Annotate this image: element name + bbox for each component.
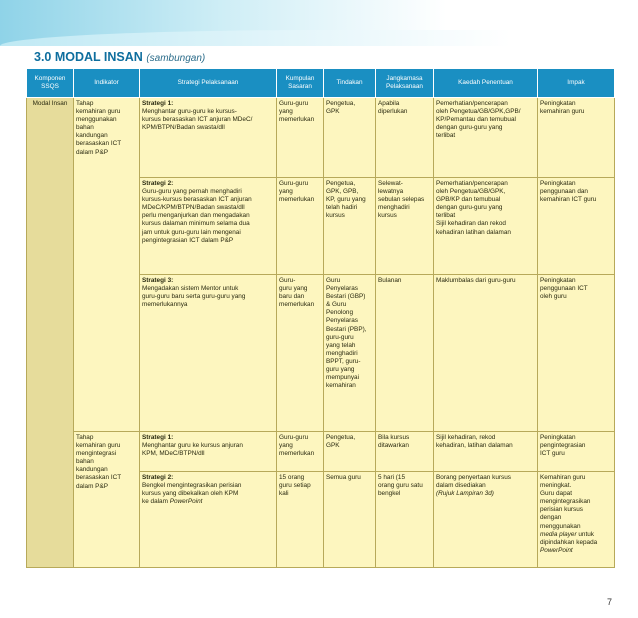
header-jangkamasa: Jangkamasa Pelaksanaan (376, 69, 434, 98)
cell-line: GPK, GPB, (326, 188, 359, 196)
cell-line: menggunakan (540, 522, 581, 530)
cell-line: Sijil kehadiran, rekod (436, 434, 496, 441)
strategy-text (142, 285, 274, 309)
cell-line: yang (279, 108, 293, 116)
cell-line: Guru-guru (279, 100, 309, 107)
method-text (436, 474, 535, 490)
komponen-cell: Modal Insan (27, 98, 74, 568)
strategy-cell (140, 178, 277, 275)
strategy-line-text: ke dalam (142, 498, 170, 506)
top-banner (0, 0, 638, 46)
cell-line: terlibat (436, 132, 456, 140)
cell-line: Penyelaras (326, 285, 358, 293)
strategy-italic: PowerPoint (169, 498, 203, 506)
cell-line: dalam P&P (76, 482, 108, 490)
cell-line: mempunyai (326, 374, 360, 382)
cell-line: Guru-guru (279, 180, 309, 187)
cell-line: meningkat. (540, 482, 572, 490)
cell-line: kemahiran guru (76, 442, 121, 450)
cell-line: Peningkatan (540, 100, 576, 107)
cell-line: kemahiran guru (540, 108, 585, 116)
cell-line: guru yang (326, 366, 355, 374)
cell-line: MDeC/KPM/BTPN/Badan swasta/dll (142, 204, 245, 212)
cell-line: mengintegrasikan (540, 498, 591, 506)
cell-line: guru-guru baru serta guru-guru yang (142, 293, 246, 301)
action-cell (324, 472, 376, 568)
cell-line: KP/Pemantau dan temubual (436, 116, 516, 124)
header-komponen: Komponen SSQS (27, 69, 74, 98)
section-subtitle: (sambungan) (146, 53, 206, 64)
cell-line: Kemahiran guru (540, 474, 586, 481)
target-cell (277, 472, 324, 568)
cell-line: KPM, MDeC/BTPN/dll (142, 450, 205, 458)
cell-line: Apabila (378, 100, 400, 107)
cell-line: Pemerhatian/pencerapan (436, 180, 508, 187)
cell-line: 15 orang (279, 474, 305, 481)
cell-line: Guru-guru yang pernah menghadiri (142, 188, 242, 196)
cell-line: Selewat- (378, 180, 403, 187)
cell-line: memerlukan (279, 116, 315, 124)
cell-line: berasaskan ICT (76, 474, 122, 482)
strategy-title: Strategi 1: (142, 434, 174, 441)
header-indikator: Indikator (74, 69, 140, 98)
cell-line: bahan (76, 458, 94, 466)
cell-line: baru dan (279, 293, 305, 301)
method-reference: (Rujuk Lampiran 3d) (436, 490, 494, 498)
cell-line: 5 hari (15 (378, 474, 405, 481)
cell-line: Bestari (GBP) (326, 293, 366, 301)
cell-line: ICT guru (540, 450, 565, 458)
cell-line: Bila kursus (378, 434, 410, 441)
cell-line: Sijil kehadiran dan rekod (436, 220, 506, 228)
cell-line: orang guru satu (378, 482, 423, 490)
target-cell (277, 432, 324, 472)
cell-line: dipindahkan kepada (540, 538, 598, 546)
cell-line: yang (279, 442, 293, 450)
impact-cell (538, 472, 615, 568)
indicator-cell (74, 432, 140, 568)
action-cell (324, 98, 376, 178)
cell-line: menggunakan (76, 116, 117, 124)
strategy-text (142, 108, 274, 132)
method-cell (434, 98, 538, 178)
cell-line: bengkel (378, 490, 401, 498)
impact-line (540, 531, 612, 539)
period-cell (376, 432, 434, 472)
cell-line: diperlukan (378, 108, 408, 116)
impact-tail: untuk (576, 530, 595, 538)
impact-italic-2: PowerPoint (540, 546, 573, 554)
page-number: 7 (606, 597, 612, 607)
cell-line: telah hadiri (326, 204, 358, 212)
header-kumpulan: Kumpulan Sasaran (277, 69, 324, 98)
cell-line: & Guru (326, 301, 347, 309)
cell-line: oleh Pengetua/GB/GPK,GPB/ (436, 108, 521, 116)
banner-wave (0, 30, 638, 46)
impact-after (540, 539, 612, 547)
cell-line: lewatnya (378, 188, 404, 196)
strategy-title: Strategi 2: (142, 474, 174, 481)
cell-line: oleh guru (540, 293, 567, 301)
cell-line: jam untuk guru-guru lain mengenai (142, 228, 241, 236)
impact-cell (538, 178, 615, 275)
period-cell (376, 178, 434, 275)
cell-line: guru setiap (279, 482, 311, 490)
impact-italic: media player (540, 530, 577, 538)
cell-line: Peningkatan (540, 277, 576, 284)
cell-line: Tahap (76, 100, 94, 107)
method-cell (434, 432, 538, 472)
section-heading (34, 50, 205, 64)
impact-cell (538, 275, 615, 432)
period-cell (376, 472, 434, 568)
strategy-cell (140, 98, 277, 178)
cell-line: kursus (378, 212, 397, 220)
impact-text (540, 474, 612, 531)
action-cell (324, 275, 376, 432)
cell-line: guru-guru (326, 333, 354, 341)
cell-line: kursus (326, 212, 345, 220)
cell-line: BPPT, guru- (326, 357, 361, 365)
cell-line: dengan (540, 514, 562, 522)
cell-line: penggunaan ICT (540, 285, 588, 293)
cell-line: memerlukan (279, 196, 315, 204)
cell-line: Peningkatan (540, 180, 576, 187)
cell-line: Maklumbalas dari guru-guru (436, 277, 516, 284)
cell-line: perlu menganjurkan dan mengadakan (142, 212, 250, 220)
cell-line: Pengetua, (326, 434, 356, 441)
cell-line: Tahap (76, 434, 94, 441)
impact-cell (538, 432, 615, 472)
strategy-cell (140, 275, 277, 432)
strategy-text (142, 442, 274, 458)
cell-line: kandungan (76, 132, 108, 140)
cell-line: Guru dapat (540, 490, 572, 498)
cell-line: dalam P&P (76, 148, 108, 156)
strategy-cell (140, 472, 277, 568)
period-cell (376, 98, 434, 178)
cell-line: GPK (326, 108, 340, 116)
strategy-cell (140, 432, 277, 472)
strategy-line (142, 498, 274, 506)
cell-line: yang telah (326, 341, 356, 349)
cell-line: Borang penyertaan kursus (436, 474, 511, 481)
cell-line: Penolong (326, 309, 354, 317)
cell-line: mengintegrasi (76, 450, 117, 458)
cell-line: Guru-guru (279, 434, 309, 441)
table-row (27, 98, 615, 178)
header-tindakan: Tindakan (324, 69, 376, 98)
cell-line: kehadiran, latihan dalaman (436, 442, 513, 450)
cell-line: pengintegrasian (540, 442, 586, 450)
section-title: 3.0 MODAL INSAN (34, 50, 143, 64)
cell-line: kemahiran (326, 382, 356, 390)
cell-line: Guru (326, 277, 341, 284)
cell-line: kursus berasaskan ICT anjuran MDeC/ (142, 116, 253, 124)
cell-line: kursus-kursus berasaskan ICT anjuran (142, 196, 252, 204)
header-row (27, 69, 615, 98)
cell-line: menghadiri (378, 204, 410, 212)
strategy-title: Strategi 3: (142, 277, 174, 284)
cell-line: Pengetua, (326, 180, 356, 187)
cell-line: kandungan (76, 466, 108, 474)
cell-line: Pemerhatian/pencerapan (436, 100, 508, 107)
cell-line: bahan (76, 124, 94, 132)
cell-line: terlibat (436, 212, 456, 220)
cell-line: Semua guru (326, 474, 361, 481)
cell-line: KPM/BTPN/Badan swasta/dll (142, 124, 225, 132)
cell-line: Bestari (PBP), (326, 325, 367, 333)
cell-line: Mengadakan sistem Mentor untuk (142, 285, 239, 293)
cell-line: dalam disediakan (436, 482, 486, 490)
cell-line: ditawarkan (378, 442, 409, 450)
cell-line: Menghantar guru ke kursus anjuran (142, 442, 243, 450)
cell-line: kali (279, 490, 289, 498)
cell-line: kehadiran latihan dalaman (436, 228, 511, 236)
header-kaedah: Kaedah Penentuan (434, 69, 538, 98)
table-row (27, 432, 615, 472)
cell-line: memerlukannya (142, 301, 188, 309)
impact-cell (538, 98, 615, 178)
cell-line: Peningkatan (540, 434, 576, 441)
cell-line: kemahiran guru (76, 108, 121, 116)
method-cell (434, 472, 538, 568)
cell-line: GPB/KP dan temubual (436, 196, 501, 204)
cell-line: oleh Pengetua/GB/GPK, (436, 188, 506, 196)
cell-line: dengan guru-guru yang (436, 124, 503, 132)
cell-line: berasaskan ICT (76, 140, 122, 148)
strategy-title: Strategi 2: (142, 180, 174, 187)
header-strategi: Strategi Pelaksanaan (140, 69, 277, 98)
strategy-line: kursus yang dibekalkan oleh KPM (142, 490, 239, 498)
cell-line: penggunaan dan (540, 188, 588, 196)
cell-line: memerlukan (279, 301, 315, 309)
target-cell (277, 275, 324, 432)
method-cell (434, 178, 538, 275)
strategy-text (142, 188, 274, 245)
cell-line: Penyelaras (326, 317, 358, 325)
cell-line: guru yang (279, 285, 308, 293)
cell-line: kemahiran ICT guru (540, 196, 597, 204)
target-cell (277, 98, 324, 178)
cell-line: memerlukan (279, 450, 315, 458)
action-cell (324, 432, 376, 472)
cell-line: Menghantar guru-guru ke kursus- (142, 108, 237, 116)
cell-line: perisian kursus (540, 506, 583, 514)
cell-line: Bulanan (378, 277, 402, 284)
strategy-table (26, 68, 615, 568)
strategy-title: Strategi 1: (142, 100, 174, 107)
cell-line: dengan guru-guru yang (436, 204, 503, 212)
cell-line: Guru- (279, 277, 296, 284)
action-cell (324, 178, 376, 275)
strategy-line: Bengkel mengintegrasikan perisian (142, 482, 242, 490)
target-cell (277, 178, 324, 275)
cell-line: menghadiri (326, 349, 358, 357)
cell-line: Pengetua, (326, 100, 356, 107)
method-cell (434, 275, 538, 432)
cell-line: GPK (326, 442, 340, 450)
cell-line: KP, guru yang (326, 196, 366, 204)
cell-line: kursus dalaman minimum selama dua (142, 220, 250, 228)
indicator-cell (74, 98, 140, 432)
period-cell (376, 275, 434, 432)
cell-line: yang (279, 188, 293, 196)
cell-line: pengintegrasian ICT dalam P&P (142, 236, 234, 244)
cell-line: sebulan selepas (378, 196, 425, 204)
header-impak: Impak (538, 69, 615, 98)
